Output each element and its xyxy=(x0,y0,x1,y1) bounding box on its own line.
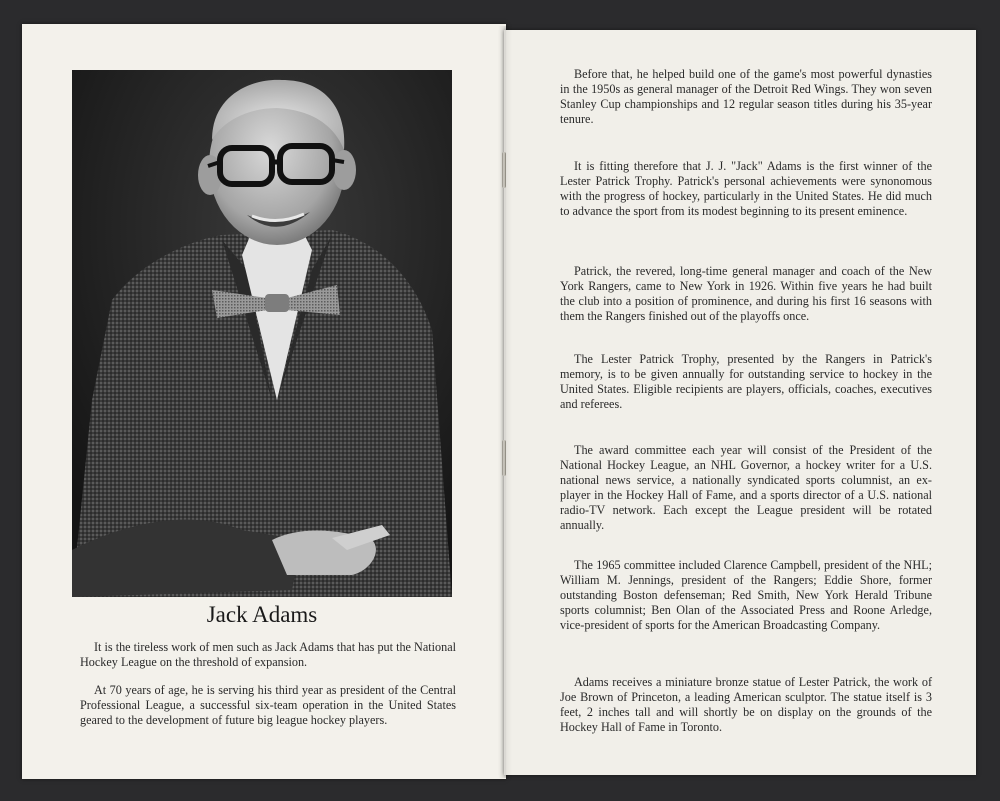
caption-title: Jack Adams xyxy=(206,602,318,627)
right-paragraph-4: The Lester Patrick Trophy, presented by the Rangers in Patrick's memory, is to be given annually for outstanding service to hockey in the United States. Eligible recipients are players, officials, coaches, executives and referees. xyxy=(560,352,932,411)
staple-bottom xyxy=(502,440,506,476)
right-paragraph-6: The 1965 committee included Clarence Campbell, president of the NHL; William M. Jennings, president of the Rangers; Eddie Shore, former outstanding Boston defenseman; Red Smith, New York Herald Tribune sports columnist; Ben Olan of the Associated Press and Roone Arledge, vice-president of sports for the American Broadcasting Company. xyxy=(560,558,932,632)
left-paragraph-1: It is the tireless work of men such as Jack Adams that has put the National Hockey League on the threshold of expansion. xyxy=(80,640,456,669)
right-paragraph-1: Before that, he helped build one of the game's most powerful dynasties in the 1950s as general manager of the Detroit Red Wings. They won seven Stanley Cup championships and 12 regular season titles during his 35-year tenure. xyxy=(560,67,932,126)
right-paragraph-7: Adams receives a miniature bronze statue of Lester Patrick, the work of Joe Brown of Princeton, a leading American sculptor. The statue itself is 3 feet, 2 inches tall and will shortly be on display on the grounds of the Hockey Hall of Fame in Toronto. xyxy=(560,675,932,734)
portrait-photo xyxy=(72,70,452,597)
right-paragraph-2: It is fitting therefore that J. J. "Jack" Adams is the first winner of the Lester Patrick Trophy. Patrick's personal achievements were synonomous with the progress of hockey, particularly in the United States. He did much to advance the sport from its modest beginning to its present eminence. xyxy=(560,159,932,218)
right-paragraph-5: The award committee each year will consist of the President of the National Hockey League, an NHL Governor, a hockey writer for a U.S. national news service, a nationally syndicated sports columnist, an ex-player in the Hockey Hall of Fame, and a sports director of a U.S. national radio-TV network. Each except the League president will be rotated annually. xyxy=(560,443,932,532)
right-paragraph-3: Patrick, the revered, long-time general manager and coach of the New York Rangers, came to New York in 1926. Within five years he had built the club into a position of prominence, and during his first 16 seasons with them the Rangers finished out of the playoffs once. xyxy=(560,264,932,323)
staple-top xyxy=(502,152,506,188)
left-paragraph-2: At 70 years of age, he is serving his third year as president of the Central Professional League, a successful six-team operation in the United States geared to the development of future big league hockey players. xyxy=(80,683,456,727)
book-gutter xyxy=(498,26,512,778)
